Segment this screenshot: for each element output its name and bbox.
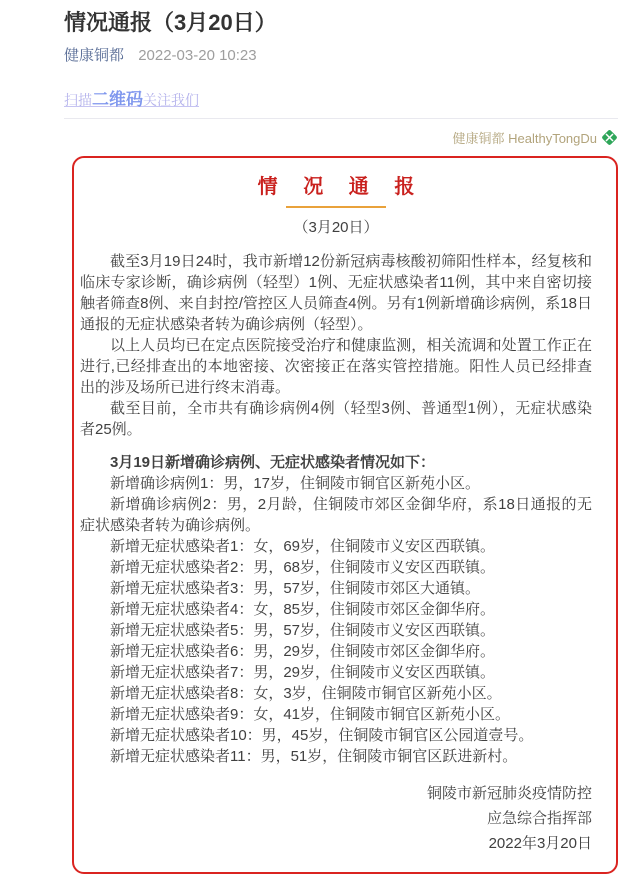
notice-subtitle: （3月20日） bbox=[293, 219, 379, 236]
case-line: 新增无症状感染者11：男，51岁，住铜陵市铜官区跃进新村。 bbox=[110, 748, 518, 765]
follow-prefix-text: 扫描 bbox=[64, 92, 92, 108]
case-line: 新增无症状感染者8：女，3岁，住铜陵市铜官区新苑小区。 bbox=[110, 685, 502, 702]
paragraph: 截至3月19日24时，我市新增12份新冠病毒核酸初筛阳性样本，经复核和临床专家诊断，确诊病例（轻型）1例、无症状感染者11例，其中来自密切接触者筛查8例、来自封控/管控区人员筛查4例。另有1例新增确诊病例，系18日通报的无症状感染者转为确诊病例（轻型）。 bbox=[80, 253, 592, 333]
qrcode-text: 二维码 bbox=[92, 90, 143, 109]
case-line: 新增无症状感染者2：男，68岁，住铜陵市义安区西联镇。 bbox=[110, 559, 496, 576]
signature-block bbox=[80, 781, 592, 856]
green-diamond-clover-icon bbox=[601, 134, 618, 149]
brand-name: 健康铜都 HealthyTongDu bbox=[452, 131, 597, 146]
signature-line: 2022年3月20日 bbox=[488, 835, 592, 852]
case-line: 新增无症状感染者6：男，29岁，住铜陵市郊区金御华府。 bbox=[110, 643, 496, 660]
case-line: 新增无症状感染者1：女，69岁，住铜陵市义安区西联镇。 bbox=[110, 538, 496, 555]
section-heading: 3月19日新增确诊病例、无症状感染者情况如下： bbox=[110, 454, 436, 471]
qrcode-follow-link[interactable] bbox=[64, 92, 199, 109]
case-line: 新增无症状感染者7：男，29岁，住铜陵市义安区西联镇。 bbox=[110, 664, 496, 681]
signature-line: 应急综合指挥部 bbox=[486, 810, 592, 827]
case-line: 新增无症状感染者10：男，45岁，住铜陵市铜官区公园道壹号。 bbox=[110, 727, 534, 744]
brand-row bbox=[64, 129, 618, 149]
case-line: 新增无症状感染者5：男，57岁，住铜陵市义安区西联镇。 bbox=[110, 622, 496, 639]
paragraph: 以上人员均已在定点医院接受治疗和健康监测，相关流调和处置工作正在进行,已经排查出的本地密接、次密接正在落实管控措施。阳性人员已经排查出的涉及场所已进行终末消毒。 bbox=[80, 337, 592, 396]
case-line: 新增无症状感染者3：男，57岁，住铜陵市郊区大通镇。 bbox=[110, 580, 481, 597]
notice-title: 情 况 通 报 bbox=[257, 176, 425, 198]
title-underline bbox=[286, 206, 386, 208]
account-name-link[interactable]: 健康铜都 bbox=[64, 47, 125, 64]
case-line: 新增确诊病例2：男，2月龄，住铜陵市郊区金御华府，系18日通报的无症状感染者转为确诊病例。 bbox=[80, 496, 592, 534]
signature-line: 铜陵市新冠肺炎疫情防控 bbox=[426, 785, 592, 802]
case-line: 新增确诊病例1：男，17岁，住铜陵市铜官区新苑小区。 bbox=[110, 475, 481, 492]
page-title: 情况通报（3月20日） bbox=[64, 10, 277, 35]
follow-suffix-text: 关注我们 bbox=[143, 92, 199, 108]
article-meta bbox=[64, 46, 618, 66]
case-line: 新增无症状感染者9：女，41岁，住铜陵市铜官区新苑小区。 bbox=[110, 706, 511, 723]
publish-time: 2022-03-20 10:23 bbox=[138, 47, 257, 64]
notice-body bbox=[80, 251, 592, 767]
follow-row bbox=[64, 88, 618, 113]
notice-card bbox=[72, 156, 618, 874]
case-line: 新增无症状感染者4：女，85岁，住铜陵市郊区金御华府。 bbox=[110, 601, 496, 618]
header-divider bbox=[64, 118, 618, 119]
paragraph: 截至目前，全市共有确诊病例4例（轻型3例、普通型1例），无症状感染者25例。 bbox=[80, 400, 592, 438]
